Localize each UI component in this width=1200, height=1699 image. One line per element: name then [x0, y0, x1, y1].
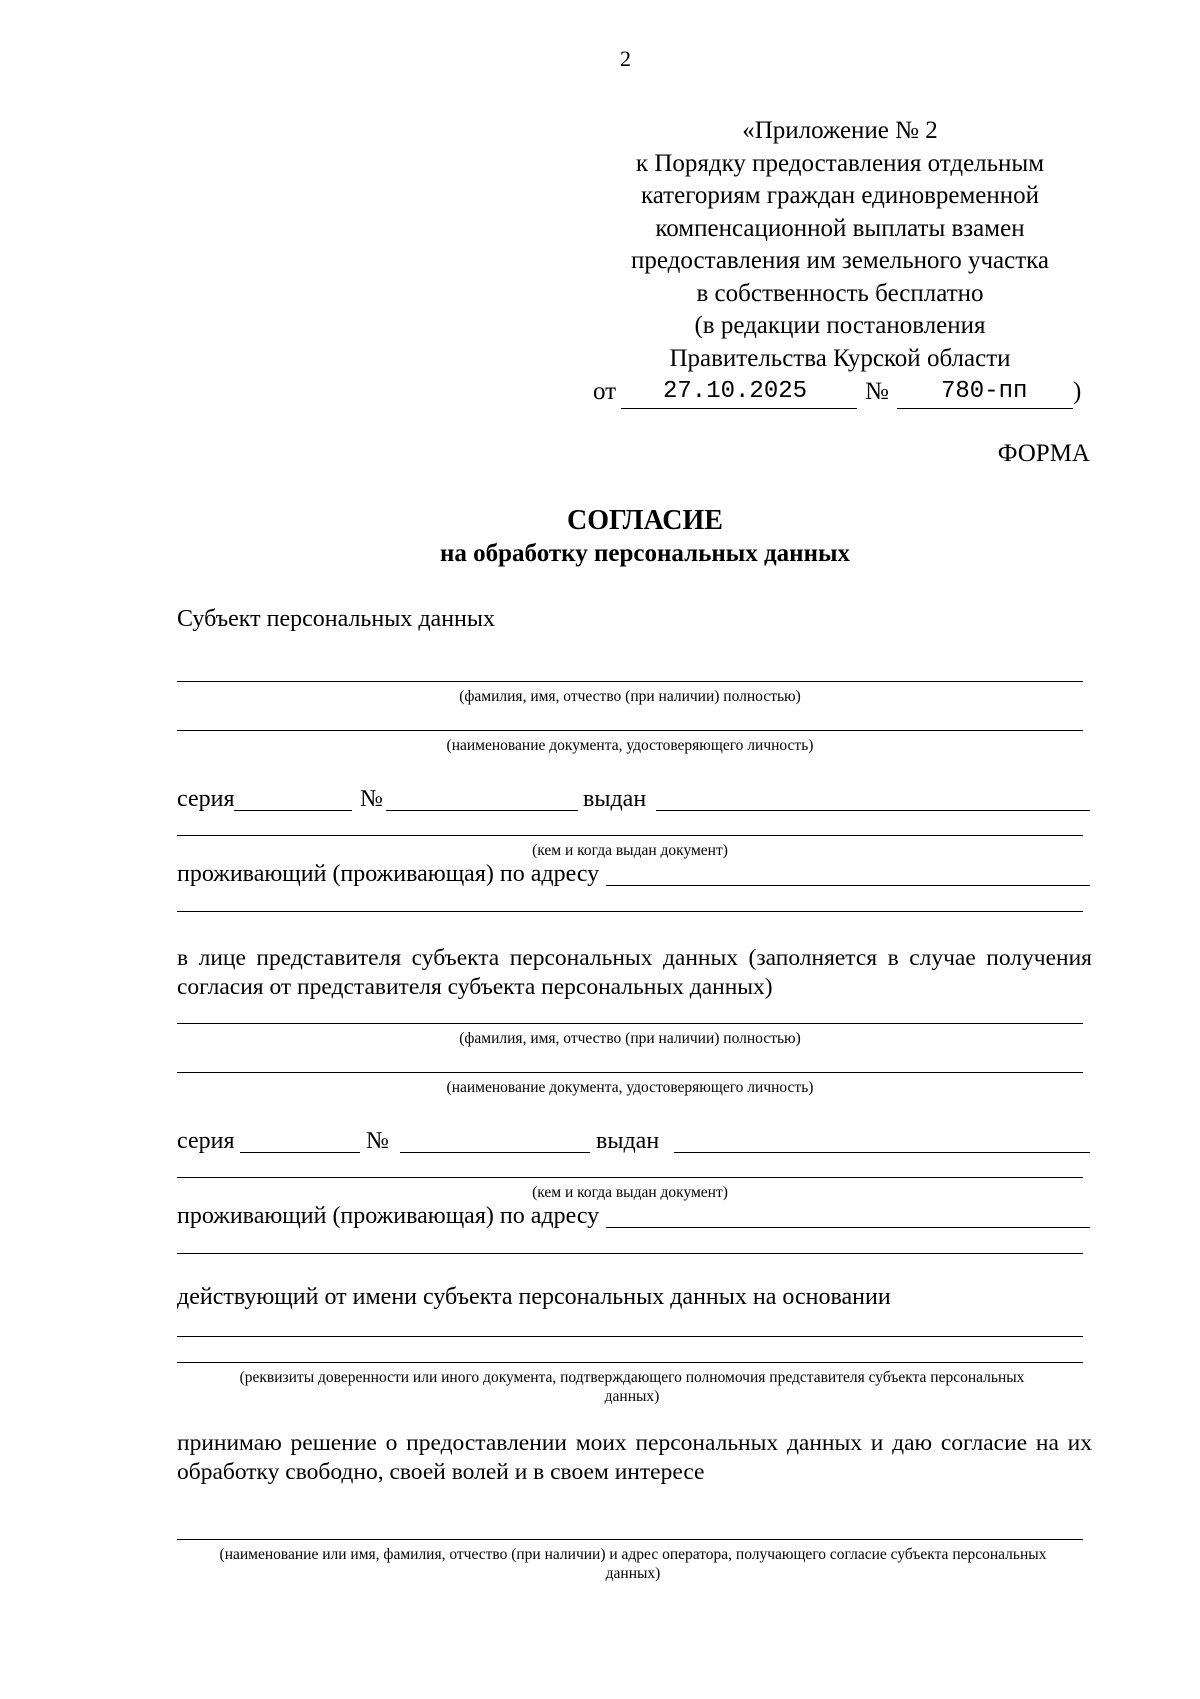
rep-issued-label: выдан — [596, 1128, 660, 1154]
rep-number-field[interactable] — [400, 1152, 590, 1153]
rep-issued-caption: (кем и когда выдан документ) — [532, 1184, 728, 1201]
rep-address-field[interactable] — [606, 1227, 1090, 1228]
resolution-number: 780-пп — [941, 378, 1028, 405]
subject-issued-label: выдан — [583, 786, 647, 812]
appendix-line: (в редакции постановления — [694, 312, 986, 339]
appendix-line: Правительства Курской области — [669, 344, 1011, 372]
rep-number-label: № — [366, 1128, 389, 1154]
operator-field[interactable] — [177, 1539, 1083, 1540]
rep-series-field[interactable] — [240, 1152, 360, 1153]
rep-power-caption: (реквизиты доверенности или иного документа, подтверждающего полномочия представителя субъекта персональных данных) — [239, 1369, 1025, 1405]
subject-number-label: № — [360, 786, 383, 812]
subject-number-field[interactable] — [386, 810, 578, 811]
rep-issued-field[interactable] — [674, 1152, 1090, 1153]
close-paren: ) — [1073, 378, 1082, 405]
rep-doc-field[interactable] — [177, 1072, 1083, 1073]
subject-issued-caption: (кем и когда выдан документ) — [532, 842, 728, 859]
appendix-line: к Порядку предоставления отдельным — [635, 149, 1045, 177]
subject-doc-field[interactable] — [177, 730, 1083, 731]
rep-address-field-2[interactable] — [177, 1253, 1083, 1254]
appendix-line: в собственность бесплатно — [696, 279, 984, 307]
form-label: ФОРМА — [997, 440, 1090, 467]
rep-series-label: серия — [177, 1128, 235, 1154]
rep-issued-by-field[interactable] — [177, 1177, 1083, 1178]
rep-fio-caption: (фамилия, имя, отчество (при наличии) полностью) — [459, 1030, 801, 1047]
page-number: 2 — [620, 46, 631, 71]
representative-paragraph: в лице представителя субъекта персональных данных (заполняется в случае получения согласия от представителя субъекта персональных данных) — [177, 945, 1092, 1000]
subject-address-label: проживающий (проживающая) по адресу — [177, 861, 600, 887]
rep-acting-label: действующий от имени субъекта персональных данных на основании — [177, 1284, 891, 1310]
subject-series-label: серия — [177, 786, 235, 812]
document-title: СОГЛАСИЕ — [567, 505, 723, 536]
appendix-line: категориям граждан единовременной — [640, 182, 1040, 209]
subject-issued-by-field[interactable] — [177, 835, 1083, 836]
subject-series-field[interactable] — [234, 810, 352, 811]
date-underline — [621, 408, 857, 409]
rep-doc-caption: (наименование документа, удостоверяющего личность) — [446, 1079, 814, 1096]
subject-address-field-2[interactable] — [177, 911, 1083, 912]
from-label: от — [593, 378, 617, 405]
rep-power-field[interactable] — [177, 1336, 1083, 1337]
document-subtitle: на обработку персональных данных — [440, 540, 850, 567]
subject-issued-field[interactable] — [656, 810, 1090, 811]
rep-fio-field[interactable] — [177, 1023, 1083, 1024]
rep-power-field-2[interactable] — [177, 1362, 1083, 1363]
subject-heading: Субъект персональных данных — [177, 606, 496, 632]
appendix-header — [590, 115, 1090, 375]
subject-doc-caption: (наименование документа, удостоверяющего личность) — [446, 737, 814, 754]
subject-fio-caption: (фамилия, имя, отчество (при наличии) полностью) — [459, 688, 801, 705]
number-sign: № — [865, 378, 889, 405]
rep-address-label: проживающий (проживающая) по адресу — [177, 1203, 600, 1229]
resolution-line — [593, 378, 1083, 412]
resolution-date: 27.10.2025 — [663, 378, 808, 405]
appendix-line: предоставления им земельного участка — [631, 247, 1049, 274]
appendix-line: «Приложение № 2 — [742, 117, 938, 144]
subject-address-field[interactable] — [606, 885, 1090, 886]
appendix-line: компенсационной выплаты взамен — [655, 214, 1025, 242]
operator-caption: (наименование или имя, фамилия, отчество (при наличии) и адрес оператора, получающего согласие субъекта персональных данных) — [219, 1546, 1047, 1582]
decision-paragraph: принимаю решение о предоставлении моих персональных данных и даю согласие на их обработку свободно, своей волей и в своем интересе — [177, 1430, 1092, 1485]
subject-fio-field[interactable] — [177, 681, 1083, 682]
number-underline — [897, 408, 1073, 409]
